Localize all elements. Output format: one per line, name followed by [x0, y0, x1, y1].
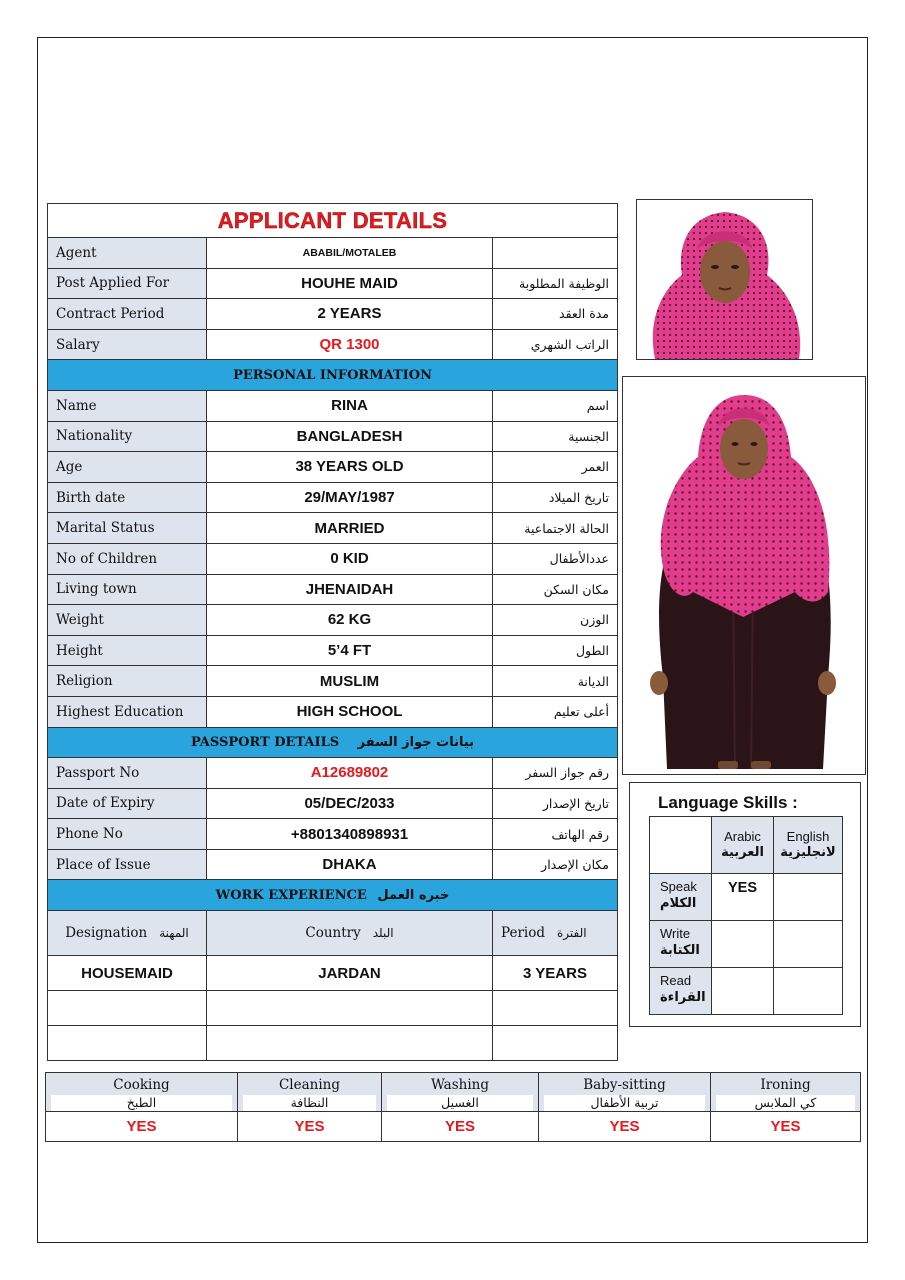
skills-value-row	[46, 1112, 861, 1142]
column-header-en: English	[786, 829, 830, 844]
language-header-row	[650, 817, 843, 874]
field-value: 05/DEC/2033	[207, 788, 493, 819]
table-row	[48, 696, 618, 727]
field-label: Height	[48, 635, 207, 666]
field-value: MARRIED	[207, 513, 493, 544]
field-label-arabic: رقم الهاتف	[493, 819, 618, 850]
field-label-arabic: رقم جواز السفر	[493, 758, 618, 789]
field-label-arabic: اسم	[493, 390, 618, 421]
column-header-english	[774, 817, 843, 874]
row-label-write	[650, 921, 712, 968]
field-label: Age	[48, 452, 207, 483]
skill-name-en: Cooking	[113, 1077, 170, 1093]
field-value: BANGLADESH	[207, 421, 493, 452]
field-label: Salary	[48, 329, 207, 360]
field-label: Marital Status	[48, 513, 207, 544]
read-arabic-value	[712, 968, 774, 1015]
column-header-ar: الفترة	[557, 926, 587, 941]
empty-cell	[493, 991, 618, 1026]
skill-header-cooking	[46, 1073, 238, 1112]
field-label-arabic: العمر	[493, 452, 618, 483]
row-label-ar: القراءة	[660, 990, 706, 1005]
table-row	[48, 299, 618, 330]
table-row	[48, 991, 618, 1026]
skill-value-cleaning: YES	[238, 1112, 382, 1142]
row-label-ar: الكلام	[660, 896, 697, 911]
table-row	[48, 605, 618, 636]
skill-name-en: Baby-sitting	[583, 1077, 666, 1093]
column-header-ar: لانجليزية	[780, 845, 836, 860]
section-header-passport	[48, 727, 618, 758]
field-value: 5’4 FT	[207, 635, 493, 666]
section-header-work	[48, 880, 618, 911]
write-english-value	[774, 921, 843, 968]
applicant-details-table	[47, 203, 618, 1061]
section-title: PASSPORT DETAILS	[190, 734, 340, 750]
field-label-arabic: الحالة الاجتماعية	[493, 513, 618, 544]
table-row	[48, 268, 618, 299]
field-label-arabic: الجنسية	[493, 421, 618, 452]
field-value: HIGH SCHOOL	[207, 696, 493, 727]
table-row	[48, 390, 618, 421]
field-value: 0 KID	[207, 543, 493, 574]
full-body-image	[623, 377, 865, 774]
portrait-image	[637, 200, 812, 359]
read-english-value	[774, 968, 843, 1015]
field-label: Contract Period	[48, 299, 207, 330]
row-label-speak	[650, 874, 712, 921]
column-header-arabic	[712, 817, 774, 874]
column-header-country	[207, 911, 493, 956]
section-title: WORK EXPERIENCE	[215, 887, 367, 903]
table-row	[48, 513, 618, 544]
field-label-arabic: الديانة	[493, 666, 618, 697]
field-label-arabic	[493, 238, 618, 269]
row-label-read	[650, 968, 712, 1015]
speak-english-value	[774, 874, 843, 921]
empty-cell	[48, 1026, 207, 1061]
field-label: No of Children	[48, 543, 207, 574]
household-skills-table	[45, 1072, 861, 1142]
row-label-en: Read	[660, 973, 692, 988]
field-label-arabic: مكان الإصدار	[493, 849, 618, 880]
skill-header-baby-sitting	[539, 1073, 711, 1112]
field-label: Religion	[48, 666, 207, 697]
skill-value-baby-sitting: YES	[539, 1112, 711, 1142]
section-header-personal: PERSONAL INFORMATION	[48, 360, 618, 391]
table-row	[48, 329, 618, 360]
field-label: Name	[48, 390, 207, 421]
row-label-en: Speak	[660, 879, 697, 894]
table-row	[48, 956, 618, 991]
section-title-arabic: بيانات جواز السفر	[357, 734, 475, 750]
field-label-arabic: أعلى تعليم	[493, 696, 618, 727]
language-skills-panel	[629, 782, 861, 1027]
column-header-en: Arabic	[724, 829, 761, 844]
field-label-arabic: الوزن	[493, 605, 618, 636]
speak-arabic-value: YES	[712, 874, 774, 921]
table-row	[650, 874, 843, 921]
table-row	[48, 788, 618, 819]
skill-name-en: Cleaning	[278, 1077, 341, 1093]
field-label: Nationality	[48, 421, 207, 452]
field-label: Passport No	[48, 758, 207, 789]
field-label-arabic: مدة العقد	[493, 299, 618, 330]
column-header-period	[493, 911, 618, 956]
field-label: Weight	[48, 605, 207, 636]
field-value: DHAKA	[207, 849, 493, 880]
field-value: +8801340898931	[207, 819, 493, 850]
empty-cell	[48, 991, 207, 1026]
skill-name-ar: كي الملابس	[716, 1095, 855, 1111]
skill-value-washing: YES	[382, 1112, 539, 1142]
row-label-ar: الكتابة	[660, 943, 700, 958]
empty-cell	[650, 817, 712, 874]
salary-value: QR 1300	[207, 329, 493, 360]
write-arabic-value	[712, 921, 774, 968]
table-row	[48, 574, 618, 605]
page-title: APPLICANT DETAILS	[48, 204, 618, 238]
column-header-en: Designation	[65, 925, 148, 942]
table-row	[48, 819, 618, 850]
skill-value-ironing: YES	[711, 1112, 861, 1142]
table-row	[650, 921, 843, 968]
work-column-headers	[48, 911, 618, 956]
field-value: 38 YEARS OLD	[207, 452, 493, 483]
language-skills-title: Language Skills :	[658, 793, 798, 812]
skill-header-washing	[382, 1073, 539, 1112]
field-label-arabic: تاريخ الميلاد	[493, 482, 618, 513]
field-value: RINA	[207, 390, 493, 421]
skill-name-en: Ironing	[760, 1077, 811, 1093]
skill-name-en: Washing	[430, 1077, 490, 1093]
field-value: MUSLIM	[207, 666, 493, 697]
field-label: Post Applied For	[48, 268, 207, 299]
field-label: Living town	[48, 574, 207, 605]
field-label: Place of Issue	[48, 849, 207, 880]
column-header-ar: العربية	[721, 845, 764, 860]
field-value: JHENAIDAH	[207, 574, 493, 605]
field-value: HOUHE MAID	[207, 268, 493, 299]
table-row	[48, 421, 618, 452]
empty-cell	[493, 1026, 618, 1061]
field-label-arabic: الراتب الشهري	[493, 329, 618, 360]
field-label-arabic: عددالأطفال	[493, 543, 618, 574]
column-header-ar: المهنة	[159, 926, 189, 941]
full-body-photo	[622, 376, 866, 775]
passport-number-value: A12689802	[207, 758, 493, 789]
field-label-arabic: الوظيفة المطلوبة	[493, 268, 618, 299]
empty-cell	[207, 991, 493, 1026]
field-label: Date of Expiry	[48, 788, 207, 819]
table-row	[48, 1026, 618, 1061]
field-value: ABABIL/MOTALEB	[207, 238, 493, 269]
field-label: Phone No	[48, 819, 207, 850]
column-header-ar: البلد	[372, 926, 394, 941]
table-row	[48, 452, 618, 483]
skill-value-cooking: YES	[46, 1112, 238, 1142]
portrait-photo	[636, 199, 813, 360]
table-row	[48, 758, 618, 789]
skill-name-ar: الطبخ	[51, 1095, 232, 1111]
work-designation: HOUSEMAID	[48, 956, 207, 991]
empty-cell	[207, 1026, 493, 1061]
table-row	[48, 482, 618, 513]
column-header-en: Country	[305, 925, 361, 942]
skill-name-ar: تربية الأطفال	[544, 1095, 705, 1111]
section-title-arabic: خبره العمل	[377, 887, 450, 903]
column-header-designation	[48, 911, 207, 956]
skill-header-ironing	[711, 1073, 861, 1112]
field-label: Birth date	[48, 482, 207, 513]
field-value: 29/MAY/1987	[207, 482, 493, 513]
field-value: 62 KG	[207, 605, 493, 636]
language-skills-table	[649, 816, 843, 1015]
field-label: Highest Education	[48, 696, 207, 727]
table-row	[48, 849, 618, 880]
field-label-arabic: مكان السكن	[493, 574, 618, 605]
field-label-arabic: تاريخ الإصدار	[493, 788, 618, 819]
work-period: 3 YEARS	[493, 956, 618, 991]
skill-name-ar: الغسيل	[387, 1095, 533, 1111]
row-label-en: Write	[660, 926, 691, 941]
field-label: Agent	[48, 238, 207, 269]
skill-name-ar: النظافة	[243, 1095, 376, 1111]
skill-header-cleaning	[238, 1073, 382, 1112]
field-value: 2 YEARS	[207, 299, 493, 330]
table-row	[48, 238, 618, 269]
table-row	[48, 635, 618, 666]
table-row	[48, 666, 618, 697]
table-row	[650, 968, 843, 1015]
work-country: JARDAN	[207, 956, 493, 991]
field-label-arabic: الطول	[493, 635, 618, 666]
skills-header-row	[46, 1073, 861, 1112]
table-row	[48, 543, 618, 574]
column-header-en: Period	[501, 925, 546, 942]
